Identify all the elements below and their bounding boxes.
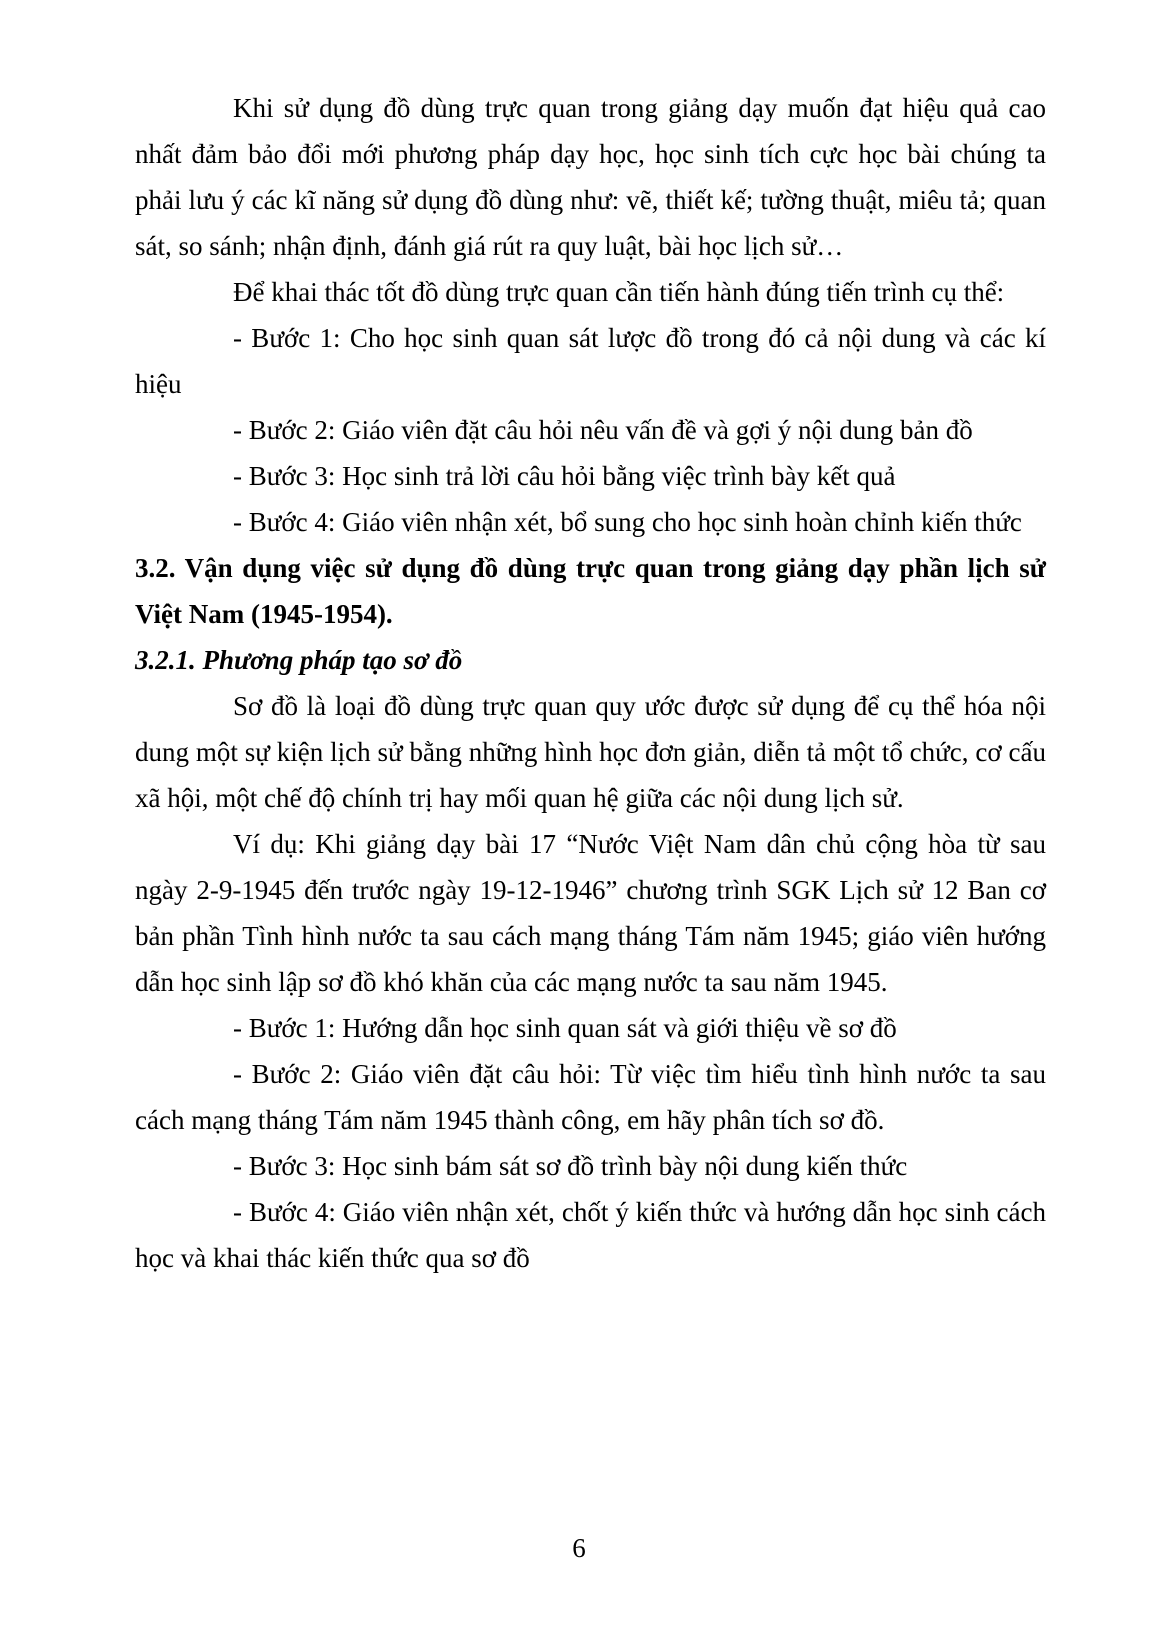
paragraph: Ví dụ: Khi giảng dạy bài 17 “Nước Việt Nam dân chủ cộng hòa từ sau ngày 2-9-1945 đến trước ngày 19-12-1946” chương trình SGK Lịch sử 12 Ban cơ bản phần Tình hình nước ta sau cách mạng tháng Tám năm 1945; giáo viên hướng dẫn học sinh lập sơ đồ khó khăn của các mạng nước ta sau năm 1945. [135,829,1046,997]
paragraph: Để khai thác tốt đồ dùng trực quan cần tiến hành đúng tiến trình cụ thể: [233,277,1005,307]
paragraph: - Bước 3: Học sinh bám sát sơ đồ trình bày nội dung kiến thức [233,1151,908,1181]
paragraph: Khi sử dụng đồ dùng trực quan trong giảng dạy muốn đạt hiệu quả cao nhất đảm bảo đổi mới phương pháp dạy học, học sinh tích cực học bài chúng ta phải lưu ý các kĩ năng sử dụng đồ dùng như: vẽ, thiết kế; tường thuật, miêu tả; quan sát, so sánh; nhận định, đánh giá rút ra quy luật, bài học lịch sử… [135,93,1046,261]
paragraph: - Bước 1: Cho học sinh quan sát lược đồ trong đó cả nội dung và các kí hiệu [135,323,1046,399]
section-heading: 3.2. Vận dụng việc sử dụng đồ dùng trực quan trong giảng dạy phần lịch sử Việt Nam (1945-1954). [135,553,1046,629]
section-heading: 3.2.1. Phương pháp tạo sơ đồ [135,645,463,675]
paragraph: - Bước 2: Giáo viên đặt câu hỏi nêu vấn đề và gợi ý nội dung bản đồ [233,415,973,445]
paragraph: Sơ đồ là loại đồ dùng trực quan quy ước được sử dụng để cụ thể hóa nội dung một sự kiện lịch sử bằng những hình học đơn giản, diễn tả một tổ chức, cơ cấu xã hội, một chế độ chính trị hay mối quan hệ giữa các nội dung lịch sử. [135,691,1046,813]
paragraph: - Bước 1: Hướng dẫn học sinh quan sát và giới thiệu về sơ đồ [233,1013,897,1043]
paragraph: - Bước 2: Giáo viên đặt câu hỏi: Từ việc tìm hiểu tình hình nước ta sau cách mạng tháng Tám năm 1945 thành công, em hãy phân tích sơ đồ. [135,1059,1046,1135]
document-body [135,85,1046,1281]
paragraph: - Bước 3: Học sinh trả lời câu hỏi bằng việc trình bày kết quả [233,461,896,491]
page-footer [0,1532,1158,1564]
page-number: 6 [572,1533,586,1563]
paragraph: - Bước 4: Giáo viên nhận xét, bổ sung cho học sinh hoàn chỉnh kiến thức [233,507,1022,537]
paragraph: - Bước 4: Giáo viên nhận xét, chốt ý kiến thức và hướng dẫn học sinh cách học và khai thác kiến thức qua sơ đồ [135,1197,1046,1273]
